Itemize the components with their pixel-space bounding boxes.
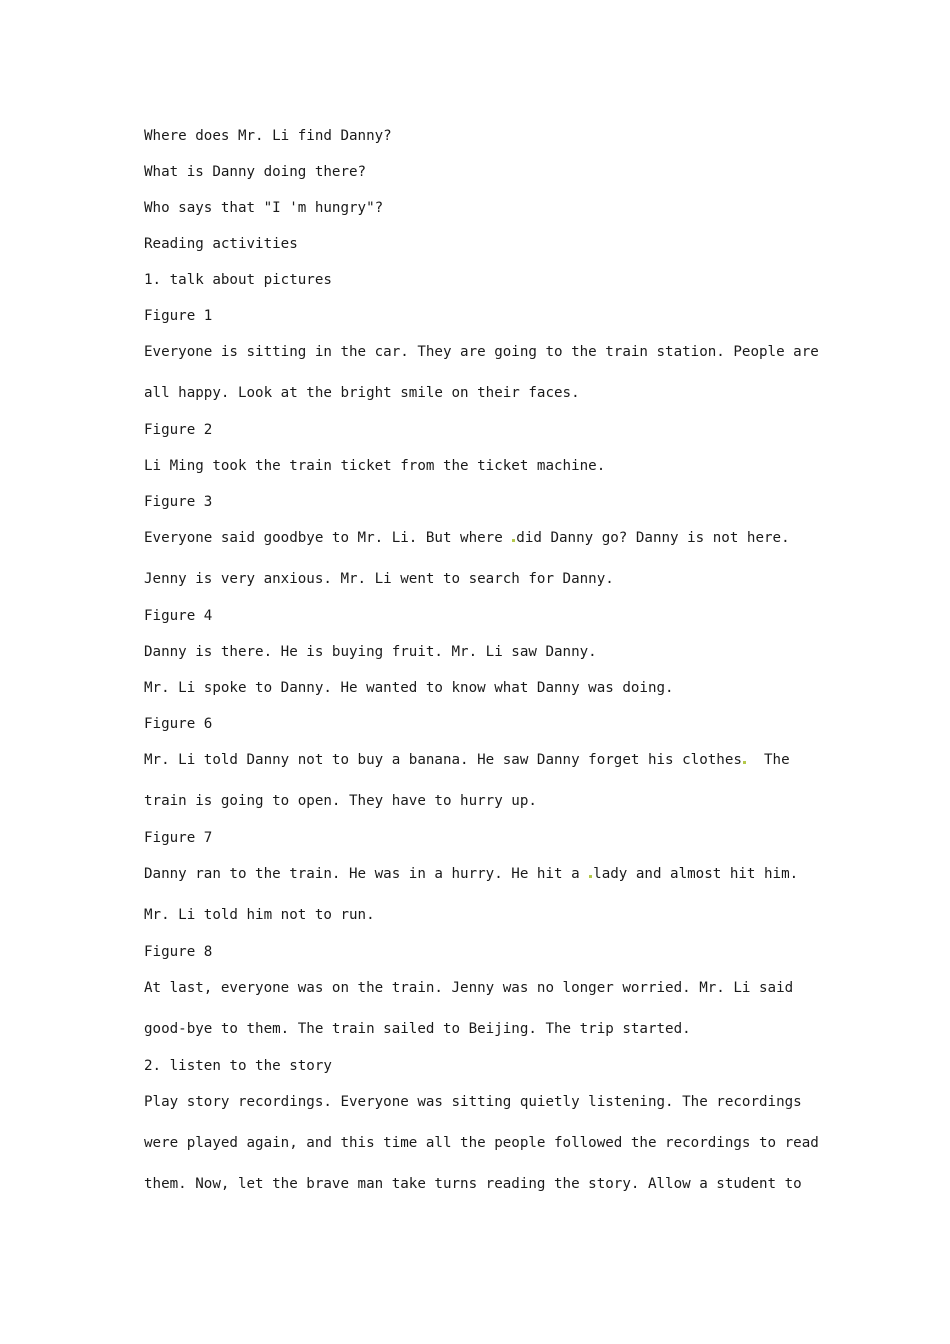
document-body bbox=[144, 126, 819, 1211]
edit-mark bbox=[512, 539, 515, 542]
story-text bbox=[144, 1082, 819, 1205]
edit-mark bbox=[743, 761, 746, 764]
text-segment: Danny ran to the train. He was in a hurry. He hit a bbox=[144, 866, 589, 882]
text-line: At last, everyone was on the train. Jenny was no longer worried. Mr. Li said bbox=[144, 980, 794, 996]
question-1: Where does Mr. Li find Danny? bbox=[144, 128, 392, 144]
figure-1-label: Figure 1 bbox=[144, 308, 213, 324]
text-line bbox=[144, 518, 812, 559]
figure-6-label: Figure 6 bbox=[144, 716, 213, 732]
text-line: good-bye to them. The train sailed to Beijing. The trip started. bbox=[144, 1021, 691, 1037]
figure-8-label: Figure 8 bbox=[144, 944, 213, 960]
figure-3-text bbox=[144, 518, 812, 600]
figure-4-text-1: Danny is there. He is buying fruit. Mr. Li saw Danny. bbox=[144, 644, 597, 660]
question-2: What is Danny doing there? bbox=[144, 164, 367, 180]
text-line: Jenny is very anxious. Mr. Li went to search for Danny. bbox=[144, 571, 614, 587]
figure-6-text bbox=[144, 740, 812, 822]
question-3: Who says that "I 'm hungry"? bbox=[144, 200, 384, 216]
figure-7-text bbox=[144, 854, 812, 936]
edit-mark bbox=[589, 875, 592, 878]
text-segment: The bbox=[764, 752, 790, 768]
figure-4-text-2: Mr. Li spoke to Danny. He wanted to know what Danny was doing. bbox=[144, 680, 674, 696]
text-segment: did Danny go? Danny is not here. bbox=[516, 530, 790, 546]
text-line: were played again, and this time all the people followed the recordings to read bbox=[144, 1135, 819, 1151]
figure-7-label: Figure 7 bbox=[144, 830, 213, 846]
text-segment: lady and almost hit him. bbox=[593, 866, 799, 882]
text-line: Play story recordings. Everyone was sitting quietly listening. The recordings bbox=[144, 1094, 802, 1110]
text-line bbox=[144, 854, 812, 895]
text-line: all happy. Look at the bright smile on their faces. bbox=[144, 385, 580, 401]
item-listen-to-story: 2. listen to the story bbox=[144, 1058, 332, 1074]
text-segment: Mr. Li told Danny not to buy a banana. He saw Danny forget his clothes bbox=[144, 752, 742, 768]
figure-8-text bbox=[144, 968, 812, 1050]
heading-reading-activities: Reading activities bbox=[144, 236, 298, 252]
figure-2-text: Li Ming took the train ticket from the ticket machine. bbox=[144, 458, 606, 474]
figure-3-label: Figure 3 bbox=[144, 494, 213, 510]
text-line: Everyone is sitting in the car. They are going to the train station. People are bbox=[144, 344, 819, 360]
text-line: Mr. Li told him not to run. bbox=[144, 907, 375, 923]
text-line bbox=[144, 740, 812, 781]
text-line: train is going to open. They have to hurry up. bbox=[144, 793, 537, 809]
text-segment: Everyone said goodbye to Mr. Li. But where bbox=[144, 530, 512, 546]
figure-2-label: Figure 2 bbox=[144, 422, 213, 438]
item-talk-about-pictures: 1. talk about pictures bbox=[144, 272, 332, 288]
text-segment bbox=[747, 752, 764, 768]
text-line: them. Now, let the brave man take turns reading the story. Allow a student to bbox=[144, 1176, 802, 1192]
figure-4-label: Figure 4 bbox=[144, 608, 213, 624]
figure-1-text bbox=[144, 332, 819, 414]
